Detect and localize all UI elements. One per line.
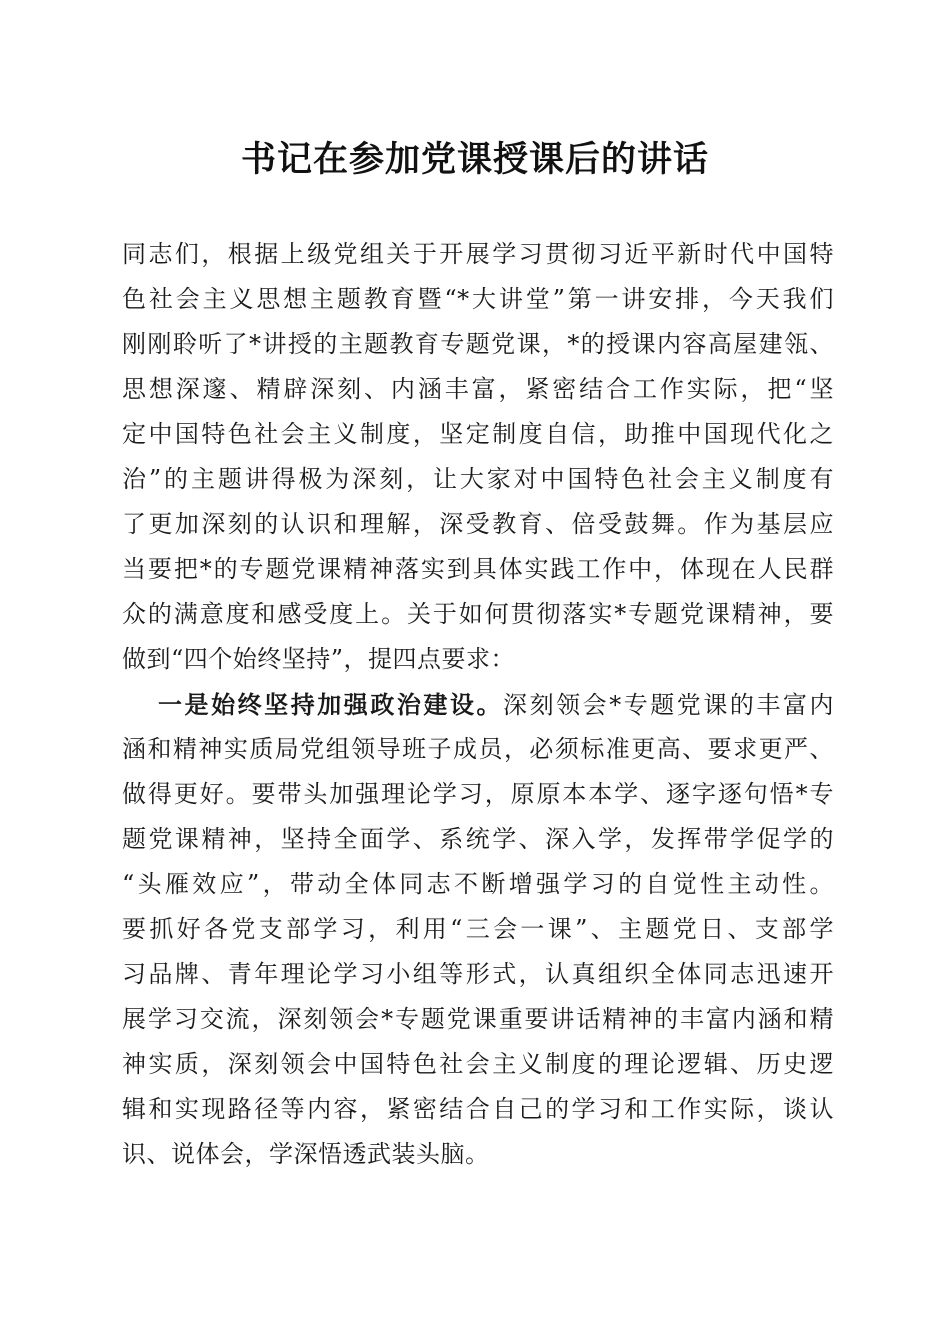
text-line: 治”的主题讲得极为深刻，让大家对中国特色社会主义制度有	[122, 465, 834, 493]
document-title: 书记在参加党课授课后的讲话	[240, 139, 709, 180]
document-body	[122, 232, 834, 1177]
point-heading: 一是始终坚持加强政治建设。	[158, 690, 504, 719]
text-line: 辑和实现路径等内容，紧密结合自己的学习和工作实际，谈认	[122, 1095, 834, 1123]
paragraph-intro	[122, 232, 834, 682]
text-line	[122, 682, 834, 727]
text-line: 众的满意度和感受度上。关于如何贯彻落实*专题党课精神，要	[122, 600, 834, 628]
text-line: 涵和精神实质局党组领导班子成员，必须标准更高、要求更严、	[122, 735, 834, 763]
text-line: 思想深邃、精辟深刻、内涵丰富，紧密结合工作实际，把“坚	[122, 375, 834, 403]
text-line: 习品牌、青年理论学习小组等形式，认真组织全体同志迅速开	[122, 960, 834, 988]
paragraph-point-one	[122, 682, 834, 1177]
text-line: 展学习交流，深刻领会*专题党课重要讲话精神的丰富内涵和精	[122, 1005, 834, 1033]
text-line: 当要把*的专题党课精神落实到具体实践工作中，体现在人民群	[122, 555, 834, 583]
point-heading-rest: 深刻领会*专题党课的丰富内	[503, 691, 835, 719]
text-line: 同志们，根据上级党组关于开展学习贯彻习近平新时代中国特	[122, 240, 834, 268]
text-line: 了更加深刻的认识和理解，深受教育、倍受鼓舞。作为基层应	[122, 510, 834, 538]
text-line: 神实质，深刻领会中国特色社会主义制度的理论逻辑、历史逻	[122, 1050, 834, 1078]
text-line: 色社会主义思想主题教育暨“*大讲堂”第一讲安排，今天我们	[122, 285, 834, 313]
text-line: 刚刚聆听了*讲授的主题教育专题党课，*的授课内容高屋建瓴、	[122, 330, 834, 358]
text-line: 题党课精神，坚持全面学、系统学、深入学，发挥带学促学的	[122, 825, 834, 853]
text-line: 定中国特色社会主义制度，坚定制度自信，助推中国现代化之	[122, 420, 834, 448]
text-line: 要抓好各党支部学习，利用“三会一课”、主题党日、支部学	[122, 915, 834, 943]
text-line: 做到“四个始终坚持”，提四点要求：	[122, 645, 516, 673]
text-line: 做得更好。要带头加强理论学习，原原本本学、逐字逐句悟*专	[122, 780, 834, 808]
text-line: 识、说体会，学深悟透武装头脑。	[122, 1140, 490, 1168]
text-line: “头雁效应”，带动全体同志不断增强学习的自觉性主动性。	[122, 870, 834, 898]
